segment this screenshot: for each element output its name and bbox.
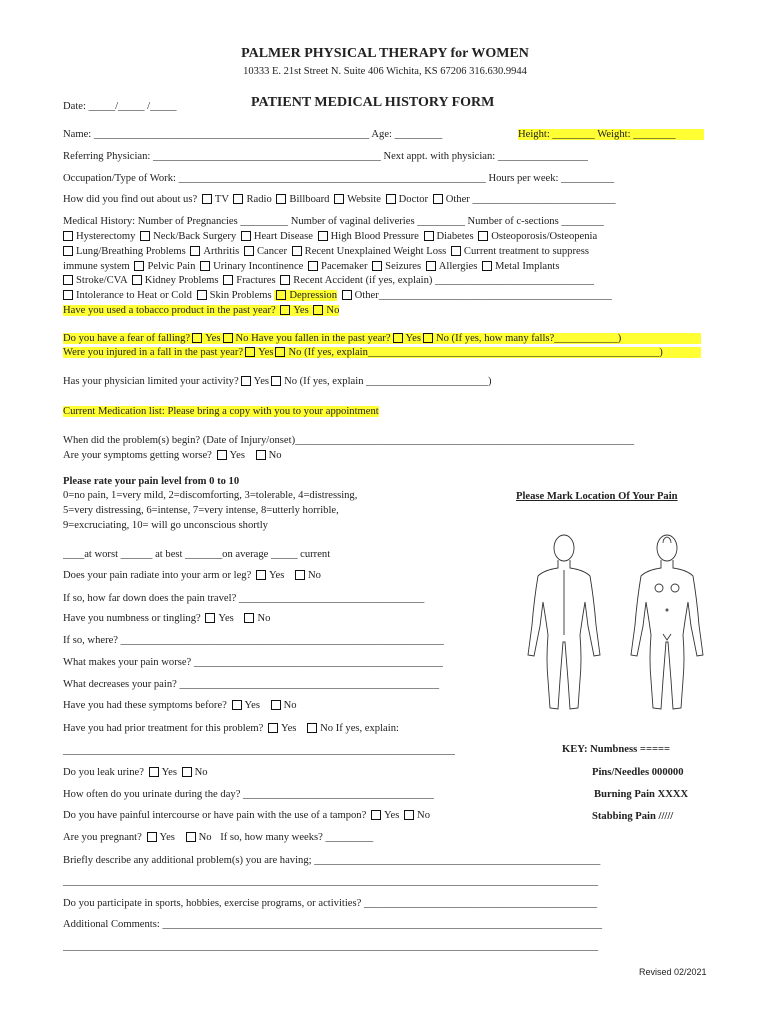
pregnant-weeks-field[interactable]: If so, how many weeks? _________ — [220, 832, 374, 843]
pelvic-pain-label: Pelvic Pain — [147, 261, 196, 272]
kidney-problems-label: Kidney Problems — [144, 275, 219, 286]
leak-yes-checkbox[interactable] — [149, 767, 159, 777]
before-yes-checkbox[interactable] — [232, 700, 242, 710]
tv-checkbox[interactable] — [202, 194, 212, 204]
seizures-checkbox[interactable] — [372, 261, 382, 271]
fallen-label: No Have you fallen in the past year? — [235, 333, 391, 344]
additional-comments-field[interactable]: Additional Comments: ___________________________________________________________________________________ — [63, 919, 603, 930]
hysterectomy-checkbox[interactable] — [63, 231, 73, 241]
pain-scale-title: Please rate your pain level from 0 to 10 — [63, 476, 240, 487]
prior-yes-checkbox[interactable] — [268, 723, 278, 733]
if-yes-explain-label: If yes, explain: — [335, 723, 399, 734]
billboard-checkbox[interactable] — [276, 194, 286, 204]
clinic-address: 10333 E. 21st Street N. Suite 406 Wichita, KS 67206 316.630.9944 — [243, 66, 527, 77]
yes-label: Yes — [281, 723, 297, 734]
no-label: No — [417, 810, 430, 821]
pregnant-yes-checkbox[interactable] — [147, 832, 157, 842]
symptoms-before-question — [63, 700, 297, 711]
fear-yes-checkbox[interactable] — [192, 333, 202, 343]
immune-system-label: immune system — [63, 261, 130, 272]
medication-notice: Current Medication list: Please bring a copy with you to your appointment — [63, 406, 379, 417]
key-burning-pain: Burning Pain XXXX — [594, 789, 689, 800]
diabetes-label: Diabetes — [436, 231, 474, 242]
worse-no-checkbox[interactable] — [256, 450, 266, 460]
billboard-label: Billboard — [289, 194, 330, 205]
body-diagram-back[interactable] — [524, 530, 604, 715]
weight-loss-label: Recent Unexplained Weight Loss — [304, 246, 447, 257]
injured-question — [63, 347, 701, 358]
pelvic-pain-checkbox[interactable] — [134, 261, 144, 271]
doctor-label: Doctor — [398, 194, 429, 205]
falls-count-field[interactable]: No (If yes, how many falls?____________) — [435, 333, 622, 344]
yes-label: Yes — [229, 450, 245, 461]
arthritis-checkbox[interactable] — [190, 246, 200, 256]
yes-label: Yes — [244, 700, 260, 711]
radiate-question — [63, 570, 321, 581]
tobacco-label: Have you used a tobacco product in the past year? — [63, 305, 276, 316]
key-numbness: KEY: Numbness ===== — [562, 744, 671, 755]
lung-breathing-checkbox[interactable] — [63, 246, 73, 256]
additional-comments-line-2[interactable]: _____________________________________________________________________________________________________ — [63, 941, 598, 952]
fear-no-checkbox[interactable] — [223, 333, 233, 343]
no-label: No — [283, 700, 297, 711]
numbness-yes-checkbox[interactable] — [205, 613, 215, 623]
weight-loss-checkbox[interactable] — [292, 246, 302, 256]
medical-history-row-4 — [63, 275, 594, 286]
recent-accident-checkbox[interactable] — [280, 275, 290, 285]
pain-scale-line-1: 0=no pain, 1=very mild, 2=discomforting, 3=tolerable, 4=distressing, — [63, 490, 358, 501]
radio-checkbox[interactable] — [233, 194, 243, 204]
other-condition-label[interactable]: Other____________________________________________ — [354, 290, 612, 301]
body-diagram-front[interactable] — [627, 530, 707, 715]
no-label: No — [320, 723, 334, 734]
immune-suppression-checkbox[interactable] — [451, 246, 461, 256]
falls-question — [63, 333, 701, 344]
pain-scale-line-2: 5=very distressing, 6=intense, 7=very intense, 8=utterly horrible, — [63, 505, 339, 516]
injured-explain-field[interactable]: No (If yes, explain_______________________________________________________) — [288, 347, 663, 358]
hysterectomy-label: Hysterectomy — [76, 231, 136, 242]
limited-yes-checkbox[interactable] — [241, 376, 251, 386]
other-checkbox[interactable] — [433, 194, 443, 204]
had-before-label: Have you had these symptoms before? — [63, 700, 227, 711]
urinary-incontinence-checkbox[interactable] — [200, 261, 210, 271]
worse-yes-checkbox[interactable] — [217, 450, 227, 460]
additional-problems-line-2[interactable]: _____________________________________________________________________________________________________ — [63, 876, 598, 887]
limited-activity-question — [63, 376, 492, 387]
prior-treatment-explain-field[interactable]: __________________________________________________________________________ — [63, 745, 455, 756]
prior-treatment-question — [63, 723, 399, 734]
revision-date: Revised 02/2021 — [639, 967, 707, 977]
radiate-no-checkbox[interactable] — [295, 570, 305, 580]
pacemaker-label: Pacemaker — [321, 261, 368, 272]
yes-label: Yes — [205, 333, 221, 344]
pacemaker-checkbox[interactable] — [308, 261, 318, 271]
high-blood-pressure-checkbox[interactable] — [318, 231, 328, 241]
no-label: No — [194, 767, 208, 778]
skin-problems-checkbox[interactable] — [197, 290, 207, 300]
no-label: No — [308, 570, 321, 581]
no-label: No — [198, 832, 212, 843]
urinary-incontinence-label: Urinary Incontinence — [213, 261, 304, 272]
injured-label: Were you injured in a fall in the past year? — [63, 347, 244, 358]
tv-label: TV — [214, 194, 229, 205]
arthritis-label: Arthritis — [203, 246, 240, 257]
numbness-label: Have you numbness or tingling? — [63, 613, 201, 624]
high-blood-pressure-label: High Blood Pressure — [330, 231, 419, 242]
intercourse-label: Do you have painful intercourse or have pain with the use of a tampon? — [63, 810, 367, 821]
yes-label: Yes — [218, 613, 234, 624]
medical-history-row-1 — [63, 231, 597, 242]
numbness-no-checkbox[interactable] — [244, 613, 254, 623]
key-stabbing-pain: Stabbing Pain ///// — [592, 811, 674, 822]
doctor-checkbox[interactable] — [386, 194, 396, 204]
allergies-label: Allergies — [438, 261, 478, 272]
prior-no-checkbox[interactable] — [307, 723, 317, 733]
prior-treatment-label: Have you had prior treatment for this problem? — [63, 723, 264, 734]
yes-label: Yes — [383, 810, 400, 821]
neck-back-surgery-checkbox[interactable] — [140, 231, 150, 241]
key-pins-needles: Pins/Needles 000000 — [592, 767, 684, 778]
depression-label: Depression — [289, 290, 337, 301]
leak-no-checkbox[interactable] — [182, 767, 192, 777]
injured-yes-checkbox[interactable] — [245, 347, 255, 357]
neck-back-surgery-label: Neck/Back Surgery — [153, 231, 237, 242]
allergies-checkbox[interactable] — [426, 261, 436, 271]
mark-location-heading: Please Mark Location Of Your Pain — [516, 491, 678, 502]
tobacco-question — [63, 305, 339, 316]
additional-problems-field[interactable]: Briefly describe any additional problem(s) you are having; ______________________________________________________ — [63, 855, 601, 866]
occupation-field[interactable]: Occupation/Type of Work: __________________________________________________________ Hours per week: __________ — [63, 173, 615, 184]
leak-label: Do you leak urine? — [63, 767, 144, 778]
diabetes-checkbox[interactable] — [424, 231, 434, 241]
painful-intercourse-question — [63, 810, 430, 821]
seizures-label: Seizures — [385, 261, 422, 272]
find-us-label: How did you find out about us? — [63, 194, 198, 205]
website-label: Website — [347, 194, 381, 205]
no-label: No — [257, 613, 271, 624]
heart-disease-checkbox[interactable] — [241, 231, 251, 241]
heat-cold-label: Intolerance to Heat or Cold — [76, 290, 192, 301]
cancer-label: Cancer — [256, 246, 287, 257]
fallen-no-checkbox[interactable] — [423, 333, 433, 343]
name-age-field[interactable]: Name: ____________________________________________________ Age: _________ — [63, 129, 443, 140]
yes-label: Yes — [268, 570, 285, 581]
immune-suppression-label: Current treatment to suppress — [463, 246, 589, 257]
activities-field[interactable]: Do you participate in sports, hobbies, exercise programs, or activities? ____________________________________________ — [63, 898, 598, 909]
metal-implants-checkbox[interactable] — [482, 261, 492, 271]
heart-disease-label: Heart Disease — [253, 231, 313, 242]
fractures-label: Fractures — [236, 275, 276, 286]
fear-falling-label: Do you have a fear of falling? — [63, 333, 191, 344]
fractures-checkbox[interactable] — [223, 275, 233, 285]
form-title: PATIENT MEDICAL HISTORY FORM — [251, 95, 495, 110]
before-no-checkbox[interactable] — [271, 700, 281, 710]
numbness-question — [63, 613, 270, 624]
worse-factors-field[interactable]: What makes your pain worse? _______________________________________________ — [63, 657, 443, 668]
decrease-factors-field[interactable]: What decreases your pain? _________________________________________________ — [63, 679, 440, 690]
pregnant-label: Are you pregnant? — [63, 832, 142, 843]
yes-label: Yes — [405, 333, 421, 344]
yes-label: Yes — [161, 767, 177, 778]
worse-label: Are your symptoms getting worse? — [63, 450, 212, 461]
recent-accident-label[interactable]: Recent Accident (if yes, explain) ______________________________ — [293, 275, 594, 286]
limited-explain-field[interactable]: No (If yes, explain _______________________) — [284, 376, 492, 387]
skin-problems-label: Skin Problems — [209, 290, 272, 301]
osteoporosis-checkbox[interactable] — [478, 231, 488, 241]
cancer-checkbox[interactable] — [244, 246, 254, 256]
heat-cold-checkbox[interactable] — [63, 290, 73, 300]
limited-no-checkbox[interactable] — [271, 376, 281, 386]
date-field[interactable]: Date: _____/_____ /_____ — [63, 101, 177, 112]
problem-onset-field[interactable]: When did the problem(s) begin? (Date of Injury/onset)________________________________________________________________ — [63, 435, 635, 446]
height-weight-field[interactable]: Height: ________ Weight: ________ — [518, 129, 704, 140]
other-condition-checkbox[interactable] — [342, 290, 352, 300]
tobacco-yes-checkbox[interactable] — [280, 305, 290, 315]
pain-levels-field[interactable]: ____at worst ______ at best _______on average _____ current — [63, 549, 331, 560]
radio-label: Radio — [246, 194, 272, 205]
urinate-frequency-field[interactable]: How often do you urinate during the day? ____________________________________ — [63, 789, 434, 800]
kidney-problems-checkbox[interactable] — [132, 275, 142, 285]
intercourse-yes-checkbox[interactable] — [371, 810, 381, 820]
other-label[interactable]: Other ___________________________ — [445, 194, 616, 205]
yes-label: Yes — [293, 305, 309, 316]
numbness-where-field[interactable]: If so, where? _____________________________________________________________ — [63, 635, 444, 646]
stroke-label: Stroke/CVA — [76, 275, 128, 286]
depression-checkbox[interactable] — [276, 290, 286, 300]
injured-no-checkbox[interactable] — [275, 347, 285, 357]
no-label: No — [268, 450, 282, 461]
lung-breathing-label: Lung/Breathing Problems — [76, 246, 186, 257]
find-us-row — [63, 194, 616, 205]
pain-travel-field[interactable]: If so, how far down does the pain travel? ___________________________________ — [63, 593, 425, 604]
yes-label: Yes — [253, 376, 270, 387]
yes-label: Yes — [159, 832, 175, 843]
yes-label: Yes — [258, 347, 274, 358]
medical-history-row-2 — [63, 246, 589, 257]
osteoporosis-label: Osteoporosis/Osteopenia — [491, 231, 598, 242]
metal-implants-label: Metal Implants — [495, 261, 560, 272]
radiate-label: Does your pain radiate into your arm or leg? — [63, 570, 252, 581]
no-label: No — [326, 305, 340, 316]
pain-scale-line-3: 9=excruciating, 10= will go unconscious shortly — [63, 520, 268, 531]
website-checkbox[interactable] — [334, 194, 344, 204]
leak-urine-question — [63, 767, 208, 778]
pregnant-question — [63, 832, 373, 843]
pregnant-no-checkbox[interactable] — [186, 832, 196, 842]
fallen-yes-checkbox[interactable] — [393, 333, 403, 343]
radiate-yes-checkbox[interactable] — [256, 570, 266, 580]
medical-history-counts[interactable]: Medical History: Number of Pregnancies _________ Number of vaginal deliveries _________ Number of c-sections ________ — [63, 216, 604, 227]
medical-history-row-3 — [63, 261, 559, 272]
referring-physician-field[interactable]: Referring Physician: ___________________________________________ Next appt. with physician: _________________ — [63, 151, 588, 162]
intercourse-no-checkbox[interactable] — [404, 810, 414, 820]
limited-label: Has your physician limited your activity? — [63, 376, 239, 387]
medical-history-row-5 — [63, 290, 612, 301]
tobacco-no-checkbox[interactable] — [313, 305, 323, 315]
stroke-checkbox[interactable] — [63, 275, 73, 285]
symptoms-worse-question — [63, 450, 282, 461]
clinic-name: PALMER PHYSICAL THERAPY for WOMEN — [241, 46, 529, 61]
